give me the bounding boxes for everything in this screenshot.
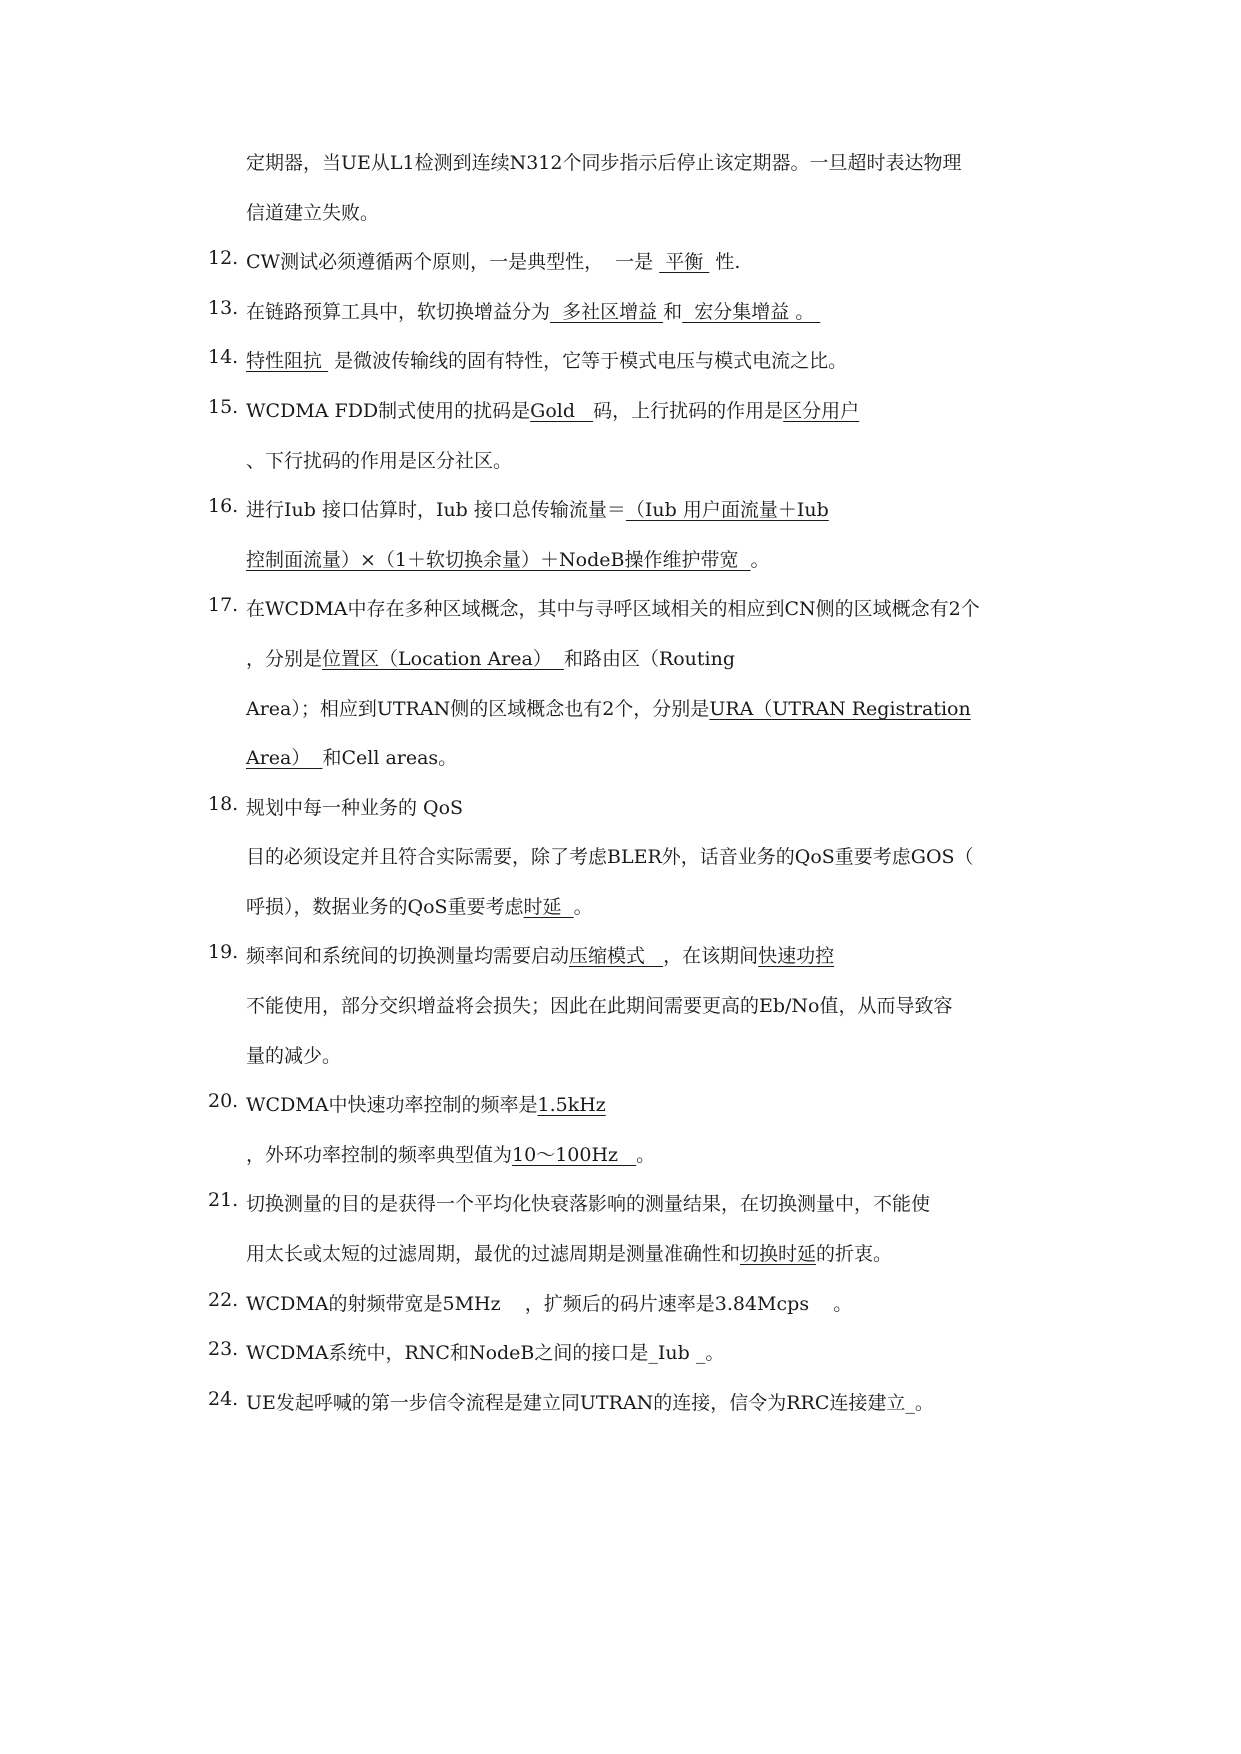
text-segment: 在链路预算工具中，软切换增益分为 — [246, 301, 551, 323]
question-21 — [0, 1181, 1241, 1221]
text-segment: 的折衷。 — [816, 1243, 893, 1265]
text-segment: 频率间和系统间的切换测量均需要启动 — [246, 945, 570, 967]
question-number: 20. — [208, 1090, 239, 1112]
line-text: 定期器，当UE从L1检测到连续N312个同步指示后停止该定期器。一旦超时表达物理 — [246, 152, 962, 174]
question-number: 15. — [208, 396, 239, 418]
text-segment: ，外环功率控制的频率典型值为 — [246, 1144, 513, 1166]
question-text — [246, 1289, 852, 1316]
answer-blank: 宏分集增益 。 — [682, 301, 821, 323]
text-segment: WCDMA FDD制式使用的扰码是 — [246, 400, 531, 422]
question-text — [246, 297, 820, 324]
question-text — [246, 793, 463, 820]
question-20 — [0, 1082, 1241, 1122]
text-segment: Area）；相应到UTRAN侧的区域概念也有2个，分别是 — [246, 698, 710, 720]
question-17-continuation-3 — [0, 735, 1241, 775]
question-15-continuation — [0, 438, 1241, 478]
question-text — [246, 247, 740, 274]
question-19 — [0, 933, 1241, 973]
text-segment: WCDMA系统中，RNC和NodeB之间的接口是_Iub _。 — [246, 1342, 725, 1364]
question-text — [246, 545, 770, 572]
question-number: 22. — [208, 1289, 239, 1311]
question-19-continuation-2 — [0, 1033, 1241, 1073]
answer-blank: （Iub 用户面流量＋Iub — [625, 499, 829, 521]
text-segment: 码，上行扰码的作用是 — [593, 400, 784, 422]
question-13 — [0, 289, 1241, 329]
question-text — [246, 1140, 655, 1167]
answer-11-continuation-line-1 — [0, 140, 1241, 180]
question-18-continuation-2 — [0, 884, 1241, 924]
text-segment: WCDMA中快速功率控制的频率是 — [246, 1094, 538, 1116]
answer-blank: Area） — [246, 747, 323, 769]
question-number: 24. — [208, 1388, 239, 1410]
answer-blank: 10～100Hz — [512, 1144, 637, 1166]
question-18-continuation-1 — [0, 834, 1241, 874]
line-text: 目的必须设定并且符合实际需要，除了考虑BLER外，话音业务的QoS重要考虑GOS（ — [246, 846, 974, 868]
question-16-continuation — [0, 537, 1241, 577]
text-segment: 性. — [709, 251, 741, 273]
question-text — [246, 1338, 724, 1365]
question-number: 19. — [208, 941, 239, 963]
text-segment: 进行Iub 接口估算时，Iub 接口总传输流量＝ — [246, 499, 626, 521]
text-segment: 和Cell areas。 — [322, 747, 458, 769]
question-20-continuation — [0, 1132, 1241, 1172]
text-segment: 呼损），数据业务的QoS重要考虑 — [246, 896, 524, 918]
question-17-continuation-1 — [0, 636, 1241, 676]
question-15 — [0, 388, 1241, 428]
text-segment: 是微波传输线的固有特性，它等于模式电压与模式电流之比。 — [328, 350, 848, 372]
answer-blank: 多社区增益 — [550, 301, 664, 323]
question-number: 18. — [208, 793, 239, 815]
answer-blank: 特性阻抗 — [246, 350, 329, 372]
question-text — [246, 892, 593, 919]
text-segment: 用太长或太短的过滤周期，最优的过滤周期是测量准确性和 — [246, 1243, 741, 1265]
question-text — [246, 1239, 892, 1266]
question-17-continuation-2 — [0, 686, 1241, 726]
text-segment: 。 — [636, 1144, 656, 1166]
text-segment: 。 — [750, 549, 770, 571]
answer-blank: 区分用户 — [783, 400, 860, 422]
question-22 — [0, 1281, 1241, 1321]
answer-blank: 控制面流量）×（1＋软切换余量）＋NodeB操作维护带宽 — [246, 549, 751, 571]
answer-blank: Gold — [530, 400, 594, 422]
question-text — [246, 594, 980, 621]
text-segment: CW测试必须遵循两个原则，一是典型性， 一是 — [246, 251, 660, 273]
text-segment: WCDMA的射频带宽是5MHz ，扩频后的码片速率是3.84Mcps 。 — [246, 1293, 853, 1315]
answer-blank: 切换时延 — [740, 1243, 817, 1265]
question-number: 14. — [208, 346, 239, 368]
question-18 — [0, 785, 1241, 825]
line-text: 不能使用，部分交织增益将会损失；因此在此期间需要更高的Eb/No值，从而导致容 — [246, 995, 953, 1017]
text-segment: 。 — [573, 896, 593, 918]
answer-blank: URA（UTRAN Registration — [709, 698, 971, 720]
question-14 — [0, 338, 1241, 378]
answer-11-continuation-line-2 — [0, 190, 1241, 230]
question-12 — [0, 239, 1241, 279]
question-16 — [0, 487, 1241, 527]
question-text — [246, 694, 971, 721]
question-text — [246, 941, 834, 968]
question-17 — [0, 586, 1241, 626]
text-segment: 切换测量的目的是获得一个平均化快衰落影响的测量结果，在切换测量中，不能使 — [246, 1193, 931, 1215]
text-segment: ，在该期间 — [663, 945, 759, 967]
question-text — [246, 743, 457, 770]
answer-blank: 时延 — [523, 896, 574, 918]
question-text — [246, 346, 847, 373]
question-21-continuation — [0, 1231, 1241, 1271]
text-segment: 和路由区（Routing — [563, 648, 736, 670]
text-segment: ，分别是 — [246, 648, 323, 670]
answer-blank: 平衡 — [659, 251, 710, 273]
text-segment: 和 — [663, 301, 683, 323]
question-text — [246, 644, 735, 671]
text-segment: 在WCDMA中存在多种区域概念，其中与寻呼区域相关的相应到CN侧的区域概念有2个 — [246, 598, 980, 620]
line-text: 信道建立失败。 — [246, 202, 380, 224]
question-number: 17. — [208, 594, 239, 616]
answer-blank: 位置区（Location Area） — [322, 648, 564, 670]
answer-blank: 1.5kHz — [537, 1094, 606, 1116]
question-number: 13. — [208, 297, 239, 319]
question-number: 23. — [208, 1338, 239, 1360]
question-text — [246, 1388, 934, 1415]
text-segment: 规划中每一种业务的 QoS — [246, 797, 464, 819]
question-number: 16. — [208, 495, 239, 517]
question-23 — [0, 1330, 1241, 1370]
question-text — [246, 1090, 606, 1117]
line-text: 、下行扰码的作用是区分社区。 — [246, 450, 513, 472]
question-text — [246, 495, 829, 522]
text-segment: UE发起呼喊的第一步信令流程是建立同UTRAN的连接，信令为RRC连接建立_。 — [246, 1392, 934, 1414]
answer-blank: 快速功控 — [758, 945, 835, 967]
question-text — [246, 1189, 930, 1216]
line-text: 量的减少。 — [246, 1045, 342, 1067]
question-number: 12. — [208, 247, 239, 269]
question-text — [246, 396, 859, 423]
question-number: 21. — [208, 1189, 239, 1211]
question-24 — [0, 1380, 1241, 1420]
question-19-continuation-1 — [0, 983, 1241, 1023]
answer-blank: 压缩模式 — [569, 945, 664, 967]
